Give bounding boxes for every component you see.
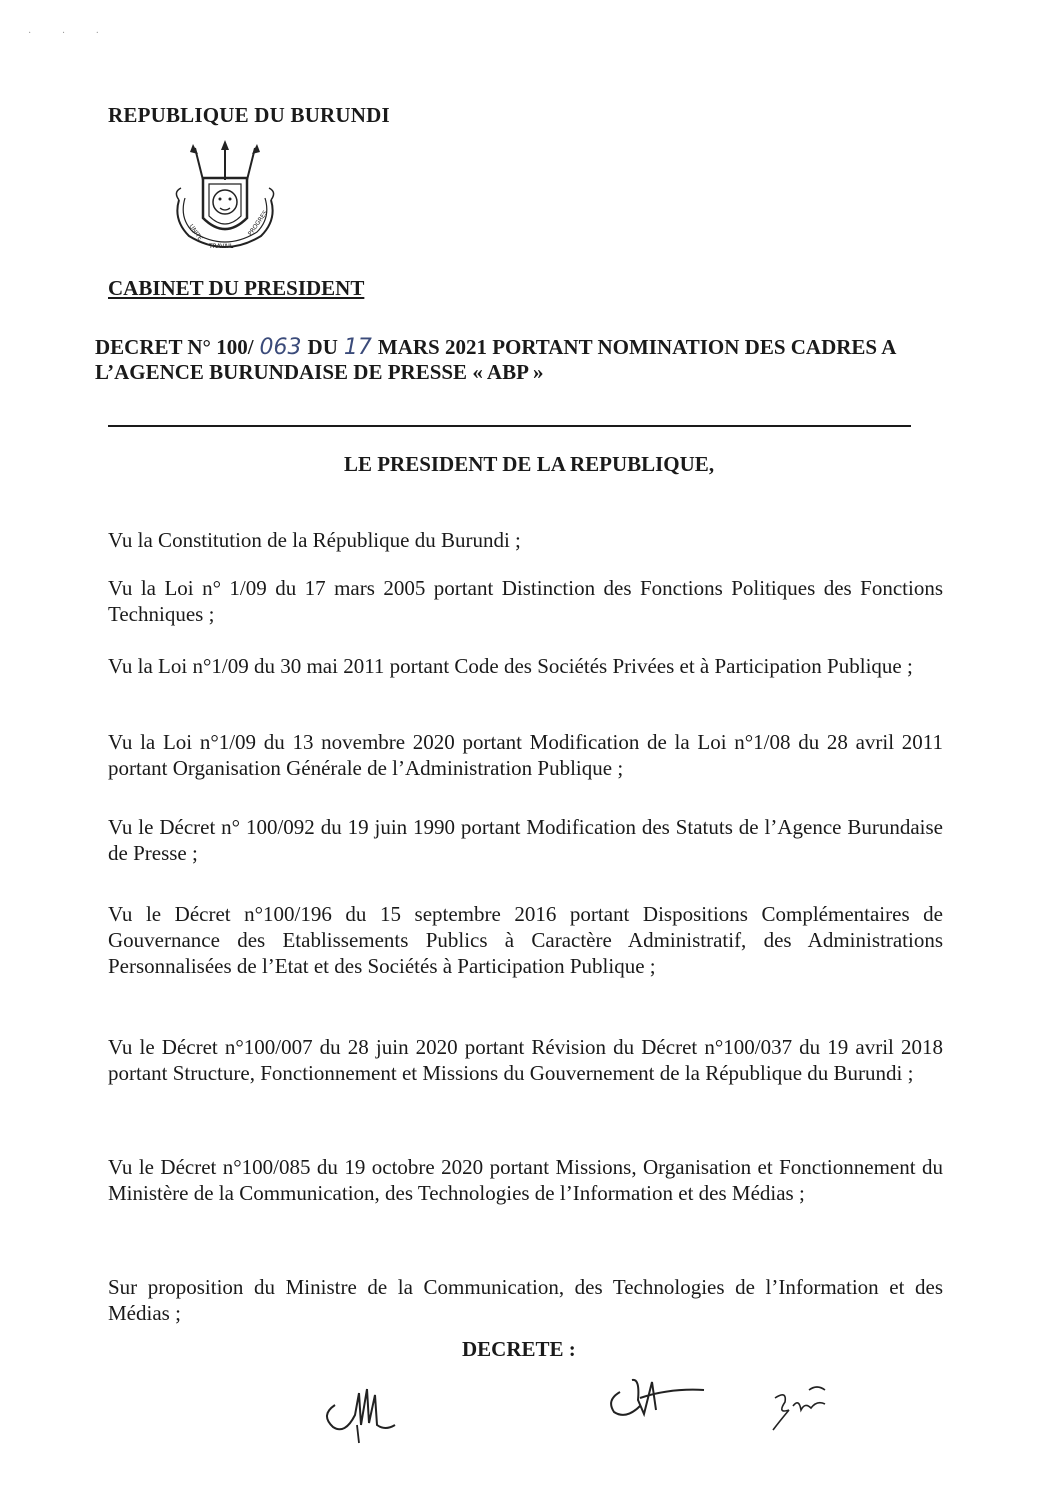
consideration-paragraph: Vu la Loi n° 1/09 du 17 mars 2005 portant Distinction des Fonctions Politiques des Fonctions Techniques ; (108, 576, 943, 626)
consideration-paragraph: Vu la Loi n°1/09 du 13 novembre 2020 portant Modification de la Loi n°1/08 du 28 avril 2011 portant Organisation Générale de l’Administration Publique ; (108, 730, 943, 780)
decree-prefix: DECRET N° 100/ (95, 335, 254, 359)
consideration-paragraph: Vu le Décret n°100/007 du 28 juin 2020 portant Révision du Décret n°100/037 du 19 avril 2018 portant Structure, Fonctionnement et Missions du Gouvernement de la République du Burundi ; (108, 1035, 943, 1085)
decrees-heading: DECRETE : (462, 1337, 576, 1361)
coat-of-arms-emblem (165, 140, 285, 260)
initial-signature-1 (315, 1375, 405, 1445)
initial-signature-3 (765, 1380, 840, 1435)
proposal-paragraph: Sur proposition du Ministre de la Communication, des Technologies de l’Information et des Médias ; (108, 1275, 943, 1325)
consideration-paragraph: Vu le Décret n°100/196 du 15 septembre 2016 portant Dispositions Complémentaires de Gouvernance des Etablissements Publics à Caractère Administratif, des Administrations Personnalisées de l’Etat et des Sociétés à Participation Publique ; (108, 902, 943, 978)
svg-text:PROGRES: PROGRES (246, 209, 270, 238)
handwritten-decree-number: 063 (259, 335, 302, 360)
consideration-paragraph: Vu la Loi n°1/09 du 30 mai 2011 portant Code des Sociétés Privées et à Participation Publique ; (108, 654, 913, 678)
office-heading: CABINET DU PRESIDENT (108, 276, 365, 300)
title-divider (108, 425, 911, 427)
handwritten-decree-day: 17 (343, 335, 372, 360)
decree-middle: DU (307, 335, 338, 359)
consideration-paragraph: Vu le Décret n° 100/092 du 19 juin 1990 portant Modification des Statuts de l’Agence Burundaise de Presse ; (108, 815, 943, 865)
consideration-paragraph: Vu la Constitution de la République du Burundi ; (108, 528, 521, 552)
scan-noise: · · · (28, 28, 113, 39)
authority-heading: LE PRESIDENT DE LA REPUBLIQUE, (343, 452, 715, 476)
svg-text:UNITE: UNITE (187, 223, 204, 242)
svg-text:TRAVAIL: TRAVAIL (209, 243, 234, 250)
initial-signature-2 (600, 1370, 710, 1425)
consideration-paragraph: Vu le Décret n°100/085 du 19 octobre 2020 portant Missions, Organisation et Fonctionnement du Ministère de la Communication, des Technologies de l’Information et des Médias ; (108, 1155, 943, 1205)
decree-title (95, 335, 955, 384)
decree-title-rest: MARS 2021 PORTANT NOMINATION DES CADRES A L’AGENCE BURUNDAISE DE PRESSE « ABP » (95, 335, 896, 384)
country-heading: REPUBLIQUE DU BURUNDI (108, 103, 390, 127)
